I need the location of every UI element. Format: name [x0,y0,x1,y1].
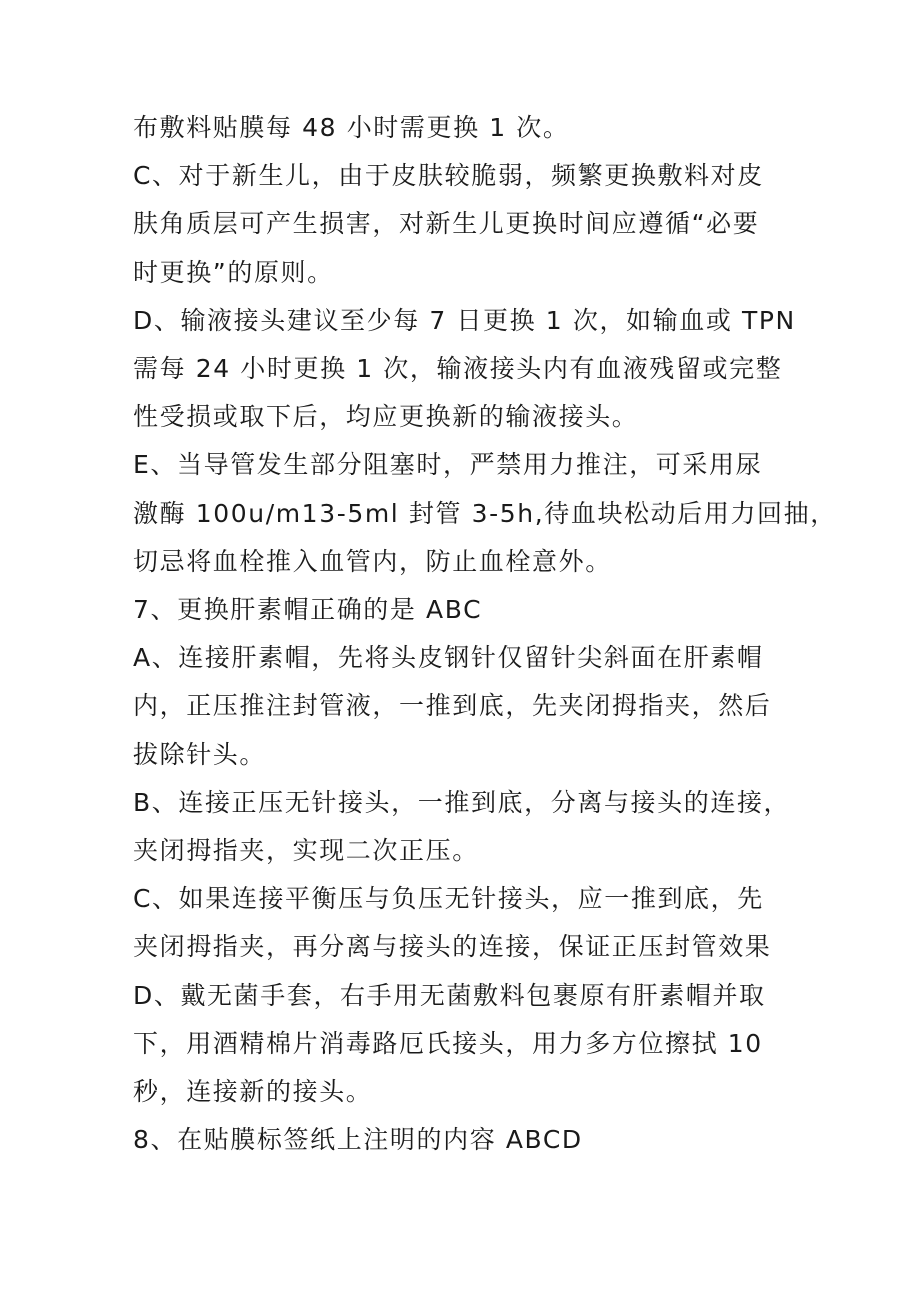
text-line: 布敷料贴膜每 48 小时需更换 1 次。 [133,113,570,142]
text-line: 激酶 100u/m13-5ml 封管 3-5h,待血块松动后用力回抽， [133,498,837,528]
text-line: 下，用酒精棉片消毒路厄氏接头，用力多方位擦拭 10 [133,1028,763,1058]
text-line: C、对于新生儿，由于皮肤较脆弱，频繁更换敷料对皮 [133,161,764,191]
text-line: 肤角质层可产生损害，对新生儿更换时间应遵循“必要 [133,209,760,239]
text-line: 切忌将血栓推入血管内，防止血栓意外。 [133,546,612,576]
text-line: C、如果连接平衡压与负压无针接头，应一推到底，先 [133,884,764,914]
text-line: D、输液接头建议至少每 7 日更换 1 次，如输血或 TPN [133,305,796,335]
text-line: E、当导管发生部分阻塞时，严禁用力推注，可采用尿 [133,450,763,480]
text-line: 时更换”的原则。 [133,257,334,287]
question-8-heading: 8、在贴膜标签纸上注明的内容 ABCD [133,1125,583,1155]
text-line: 夹闭拇指夹，再分离与接头的连接，保证正压封管效果 [133,932,772,962]
text-line: D、戴无菌手套，右手用无菌敷料包裹原有肝素帽并取 [133,980,766,1010]
text-line: 秒，连接新的接头。 [133,1077,373,1107]
text-line: 夹闭拇指夹，实现二次正压。 [133,836,479,866]
text-line: 拔除针头。 [133,739,267,769]
text-line: 需每 24 小时更换 1 次，输液接头内有血液残留或完整 [133,354,783,384]
text-line: 内，正压推注封管液，一推到底，先夹闭拇指夹，然后 [133,691,772,721]
question-7-heading: 7、更换肝素帽正确的是 ABC [133,595,483,625]
text-line: 性受损或取下后，均应更换新的输液接头。 [133,402,639,432]
text-line: B、连接正压无针接头，一推到底，分离与接头的连接， [133,787,791,817]
document-body [133,104,837,1164]
text-line: A、连接肝素帽，先将头皮钢针仅留针尖斜面在肝素帽 [133,643,764,673]
